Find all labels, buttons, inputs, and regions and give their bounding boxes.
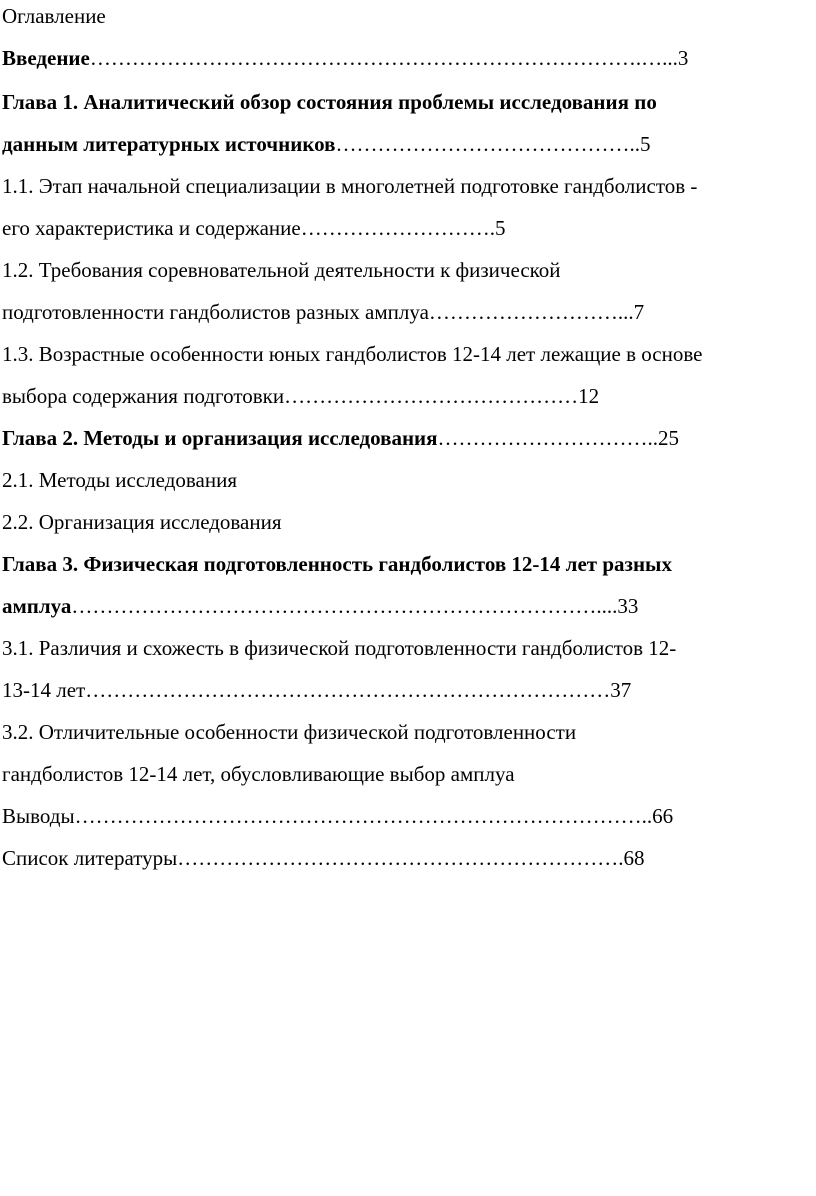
toc-entry-chapter-2 xyxy=(2,424,679,452)
toc-entry-text: 2.2. Организация исследования xyxy=(2,510,282,534)
toc-entry-bold: Глава 1. Аналитический обзор состояния проблемы исследования по xyxy=(2,90,657,114)
toc-entry-introduction xyxy=(2,44,688,72)
toc-entry-chapter-1 xyxy=(2,88,657,116)
toc-entry-text: …………………………..25 xyxy=(437,426,680,450)
toc-entry-3-1 xyxy=(2,634,676,662)
toc-entry-text: его характеристика и содержание……………………….5 xyxy=(2,216,506,240)
toc-entry-conclusions xyxy=(2,802,673,830)
toc-entry-text: …………………………………………………………………….…...3 xyxy=(89,46,689,70)
toc-entry-text: 3.2. Отличительные особенности физической подготовленности xyxy=(2,720,577,744)
toc-entry-3-2 xyxy=(2,718,576,746)
toc-entry-text: выбора содержания подготовки……………………………………12 xyxy=(2,384,600,408)
toc-entry-text: 13-14 лет…………………………………………………………………37 xyxy=(2,678,632,702)
toc-entry-chapter-3-cont xyxy=(2,592,638,620)
toc-entry-bold: амплуа xyxy=(2,594,72,618)
toc-entry-3-2-cont xyxy=(2,760,515,788)
toc-entry-text: гандболистов 12-14 лет, обусловливающие выбор амплуа xyxy=(2,762,515,786)
toc-entry-1-3-cont xyxy=(2,382,599,410)
toc-entry-text: 1.3. Возрастные особенности юных гандболистов 12-14 лет лежащие в основе xyxy=(2,342,703,366)
toc-entry-text: 1.2. Требования соревновательной деятельности к физической xyxy=(2,258,561,282)
toc-entry-1-1 xyxy=(2,172,697,200)
toc-entry-3-1-cont xyxy=(2,676,631,704)
toc-entry-1-3 xyxy=(2,340,702,368)
toc-entry-bold: Глава 3. Физическая подготовленность гандболистов 12-14 лет разных xyxy=(2,552,672,576)
toc-entry-text: 1.1. Этап начальной специализации в многолетней подготовке гандболистов - xyxy=(2,174,698,198)
toc-title: Оглавление xyxy=(2,4,106,28)
toc-entry-bold: Введение xyxy=(2,46,90,70)
toc-entry-text: ……………………………………..5 xyxy=(335,132,651,156)
toc-entry-bold: данным литературных источников xyxy=(2,132,336,156)
toc-entry-2-2 xyxy=(2,508,282,536)
toc-entry-chapter-1-cont xyxy=(2,130,651,158)
toc-entry-1-1-cont xyxy=(2,214,505,242)
toc-entry-1-2-cont xyxy=(2,298,644,326)
toc-entry-1-2 xyxy=(2,256,561,284)
toc-entry-bibliography xyxy=(2,844,645,872)
toc-entry-chapter-3 xyxy=(2,550,672,578)
toc-entry-text: 3.1. Различия и схожесть в физической подготовленности гандболистов 12- xyxy=(2,636,677,660)
toc-entry-2-1 xyxy=(2,466,237,494)
toc-entry-text: подготовленности гандболистов разных амплуа………………………...7 xyxy=(2,300,645,324)
toc-entry-text: Выводы………………………………………………………………………..66 xyxy=(2,804,674,828)
toc-entry-bold: Глава 2. Методы и организация исследования xyxy=(2,426,438,450)
toc-entry-text: 2.1. Методы исследования xyxy=(2,468,237,492)
toc-entry-text: Список литературы……………………………………………………….68 xyxy=(2,846,645,870)
toc-entry-text: …………………………………………………………………....33 xyxy=(71,594,639,618)
